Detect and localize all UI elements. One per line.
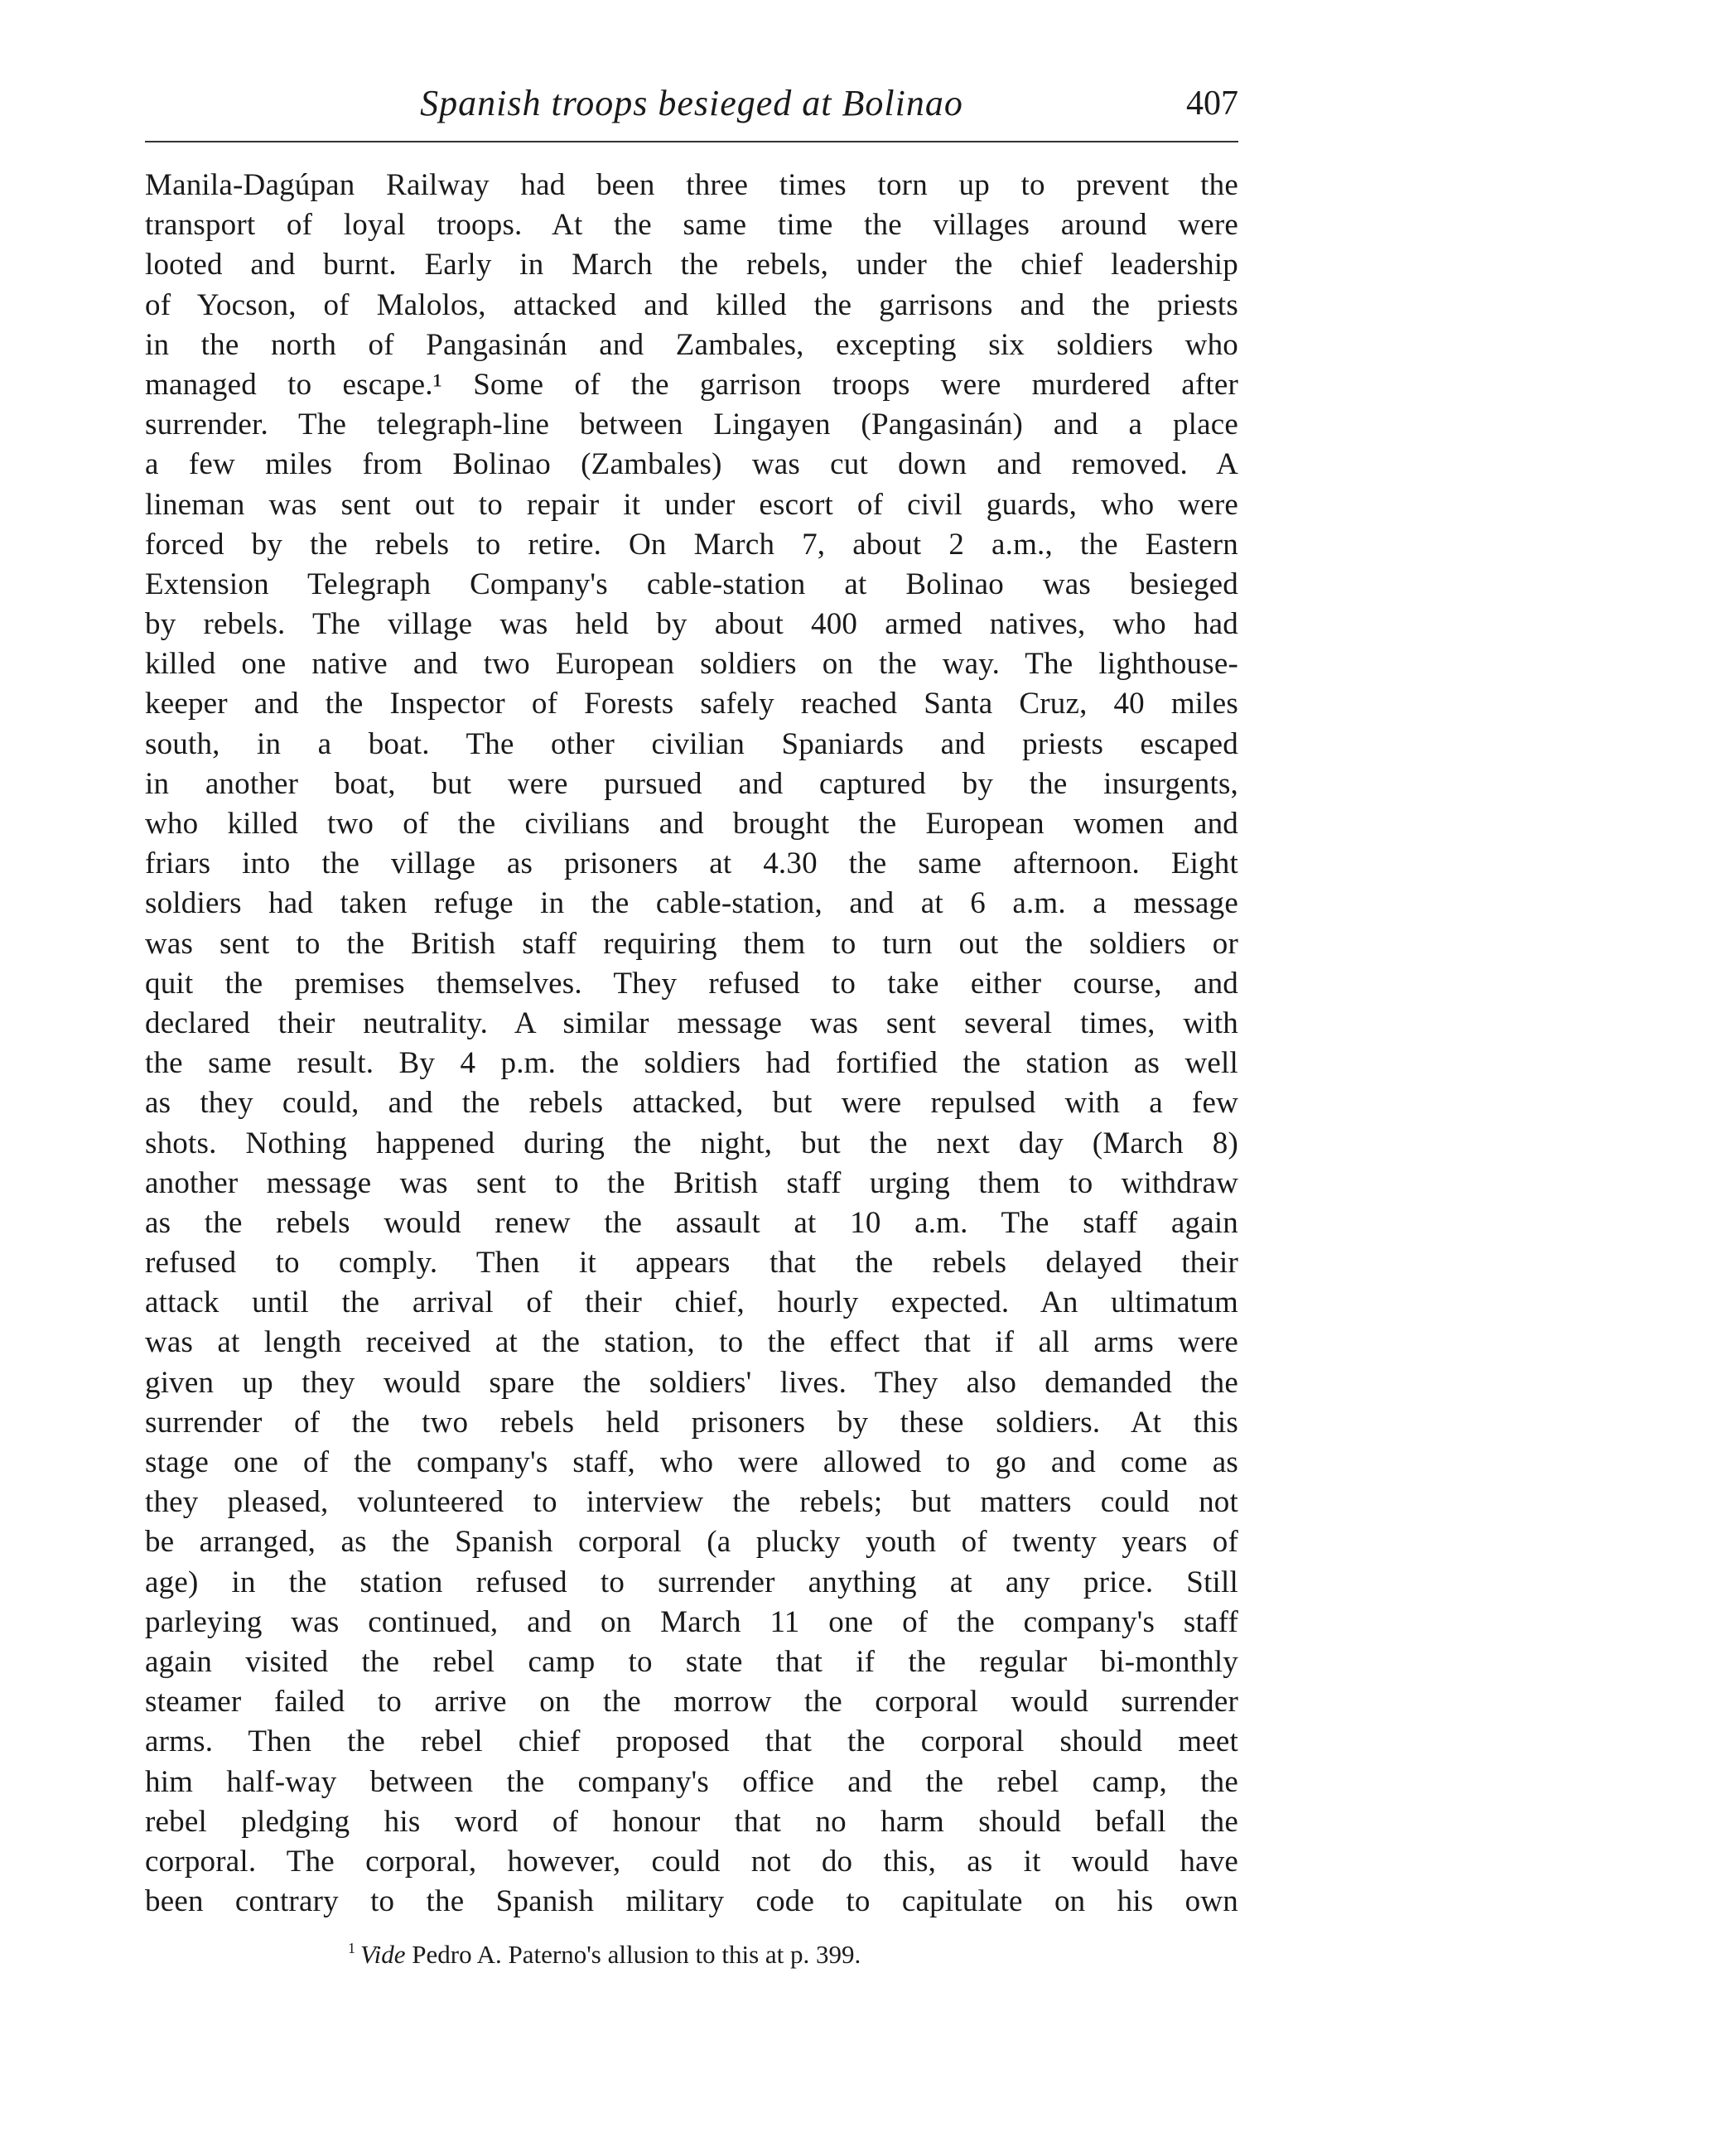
body-text bbox=[145, 166, 1238, 1922]
text-line: looted and burnt. Early in March the rebels, under the chief leadership bbox=[145, 248, 1238, 282]
text-line: another message was sent to the British staff urging them to withdraw bbox=[145, 1165, 1238, 1200]
text-line: friars into the village as prisoners at 4.30 the same afternoon. Eight bbox=[145, 846, 1238, 881]
text-line: managed to escape.¹ Some of the garrison troops were murdered after bbox=[145, 367, 1238, 402]
text-line: as the rebels would renew the assault at 10 a.m. The staff again bbox=[145, 1205, 1238, 1240]
text-line: they pleased, volunteered to interview the rebels; but matters could not bbox=[145, 1485, 1238, 1520]
footnote-marker: 1 bbox=[348, 1940, 355, 1956]
text-line: lineman was sent out to repair it under escort of civil guards, who were bbox=[145, 487, 1238, 522]
text-line: a few miles from Bolinao (Zambales) was cut down and removed. A bbox=[145, 447, 1238, 482]
text-line: him half-way between the company's office and the rebel camp, the bbox=[145, 1764, 1238, 1799]
text-line: Manila-Dagúpan Railway had been three times torn up to prevent the bbox=[145, 168, 1238, 202]
running-title: Spanish troops besieged at Bolinao bbox=[420, 83, 963, 123]
text-line: again visited the rebel camp to state that if the regular bi-monthly bbox=[145, 1644, 1238, 1679]
text-line: attack until the arrival of their chief, hourly expected. An ultimatum bbox=[145, 1285, 1238, 1320]
text-line: surrender. The telegraph-line between Lingayen (Pangasinán) and a place bbox=[145, 408, 1238, 442]
text-line: in another boat, but were pursued and captured by the insurgents, bbox=[145, 766, 1238, 801]
text-line: Extension Telegraph Company's cable-station at Bolinao was besieged bbox=[145, 567, 1238, 601]
text-line: declared their neutrality. A similar message was sent several times, with bbox=[145, 1006, 1238, 1040]
text-line: parleying was continued, and on March 11 one of the company's staff bbox=[145, 1604, 1238, 1639]
text-line: keeper and the Inspector of Forests safely reached Santa Cruz, 40 miles bbox=[145, 687, 1238, 721]
text-line: who killed two of the civilians and brought the European women and bbox=[145, 807, 1238, 841]
text-line: as they could, and the rebels attacked, but were repulsed with a few bbox=[145, 1086, 1238, 1121]
text-line: forced by the rebels to retire. On March 7, about 2 a.m., the Eastern bbox=[145, 527, 1238, 562]
text-line: quit the premises themselves. They refused to take either course, and bbox=[145, 966, 1238, 1001]
header-rule bbox=[145, 141, 1238, 142]
text-line: given up they would spare the soldiers' lives. They also demanded the bbox=[145, 1365, 1238, 1400]
running-head bbox=[145, 75, 1238, 133]
text-line: transport of loyal troops. At the same time the villages around were bbox=[145, 208, 1238, 243]
text-line: corporal. The corporal, however, could not do this, as it would have bbox=[145, 1844, 1238, 1879]
text-line: soldiers had taken refuge in the cable-station, and at 6 a.m. a message bbox=[145, 886, 1238, 921]
text-line: stage one of the company's staff, who were allowed to go and come as bbox=[145, 1445, 1238, 1479]
text-line: been contrary to the Spanish military code to capitulate on his own bbox=[145, 1884, 1238, 1919]
text-line: by rebels. The village was held by about 400 armed natives, who had bbox=[145, 607, 1238, 642]
page-number: 407 bbox=[1186, 84, 1238, 123]
text-line: surrender of the two rebels held prisoners by these soldiers. At this bbox=[145, 1405, 1238, 1440]
text-line: was sent to the British staff requiring them to turn out the soldiers or bbox=[145, 926, 1238, 961]
text-line: south, in a boat. The other civilian Spaniards and priests escaped bbox=[145, 726, 1238, 761]
text-line: refused to comply. Then it appears that the rebels delayed their bbox=[145, 1246, 1238, 1281]
footnote-italic: Vide bbox=[360, 1940, 406, 1969]
text-line: was at length received at the station, to the effect that if all arms were bbox=[145, 1325, 1238, 1360]
text-line: arms. Then the rebel chief proposed that the corporal should meet bbox=[145, 1724, 1238, 1759]
footnote-text: Pedro A. Paterno's allusion to this at p. 399. bbox=[405, 1940, 861, 1969]
text-line: of Yocson, of Malolos, attacked and killed the garrisons and the priests bbox=[145, 287, 1238, 322]
text-line: steamer failed to arrive on the morrow the corporal would surrender bbox=[145, 1685, 1238, 1719]
text-line: age) in the station refused to surrender anything at any price. Still bbox=[145, 1565, 1238, 1599]
text-line: killed one native and two European soldiers on the way. The lighthouse- bbox=[145, 647, 1238, 682]
footnote bbox=[348, 1930, 861, 1973]
text-line: in the north of Pangasinán and Zambales, excepting six soldiers who bbox=[145, 327, 1238, 362]
text-line: be arranged, as the Spanish corporal (a plucky youth of twenty years of bbox=[145, 1525, 1238, 1560]
text-line: the same result. By 4 p.m. the soldiers had fortified the station as well bbox=[145, 1046, 1238, 1081]
text-line: rebel pledging his word of honour that no harm should befall the bbox=[145, 1804, 1238, 1839]
text-line: shots. Nothing happened during the night, but the next day (March 8) bbox=[145, 1126, 1238, 1160]
